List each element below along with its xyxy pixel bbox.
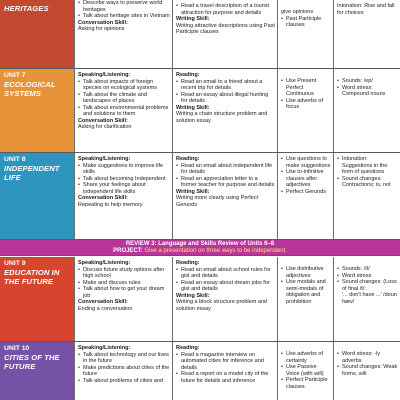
unit-10-label — [0, 342, 74, 400]
writing-skill-text: Writing more clearly using Perfect Gerunds — [176, 195, 259, 208]
list-item: • Perfect Participle clauses — [281, 377, 331, 390]
pronunciation-cell — [333, 257, 400, 341]
unit-number: UNIT 10 — [4, 345, 30, 352]
list-item: • Use questions to make suggestions — [281, 156, 331, 169]
list-item: • Sound changes: Weak forms, will — [337, 364, 398, 377]
reading-heading: Reading: — [176, 345, 200, 351]
unit-9-label — [0, 257, 74, 341]
conversation-skill-text: Ending a conversation — [78, 305, 133, 312]
list-item: • Read an email about independent life for details — [176, 163, 275, 176]
list-item: • Use adverbs of certainty — [281, 351, 331, 364]
list-item: • Talk about becoming Independent — [78, 176, 170, 183]
review-banner — [0, 239, 400, 256]
grammar-cell — [277, 0, 333, 68]
reading-writing-cell — [172, 153, 277, 239]
unit-9-row — [0, 257, 400, 341]
list-item: • Describe ways to preserve world heritages — [78, 0, 170, 13]
unit-8-label — [0, 153, 74, 239]
reading-heading: Reading: — [176, 260, 200, 266]
writing-skill-heading: Writing Skill: — [176, 16, 210, 22]
list-item: • Read an email to a friend about a recent trip for details — [176, 79, 275, 92]
list-item: • Talk about technology and our lives in the future — [78, 352, 170, 365]
reading-writing-cell — [172, 0, 277, 68]
reading-writing-cell — [172, 342, 277, 400]
list-item: • Perfect Gerunds — [281, 189, 331, 196]
list-item: • Sound changes: (Loss of final /t/: — [337, 279, 398, 292]
unit-10-row — [0, 342, 400, 400]
list-item: • Use Present Perfect Continuous — [281, 78, 331, 98]
list-item: • Talk about heritage sites in Vietnam — [78, 13, 170, 20]
unit-6-label — [0, 0, 74, 68]
reading-heading: Reading: — [176, 156, 200, 162]
speaking-listening-cell — [74, 342, 172, 400]
list-item: • Talk about problems of cities and — [78, 378, 170, 385]
list-item: • Use Passive Voice (with will) — [281, 364, 331, 377]
grammar-cell — [277, 257, 333, 341]
list-item: • Use to-infinitive clauses after adjectives — [281, 169, 331, 189]
list-item: • Sounds: /ep/ — [337, 78, 398, 85]
list-item: • Word stress: Compound nouns — [337, 85, 398, 98]
list-item: • Make suggestions to improve life skills — [78, 163, 170, 176]
project-text: Give a presentation on three ways to be independent. — [144, 248, 287, 255]
speaking-listening-cell — [74, 257, 172, 341]
grammar-cell — [277, 342, 333, 400]
unit-title: INDEPENDENT LIFE — [4, 164, 60, 182]
unit-7-label — [0, 69, 74, 152]
writing-skill-heading: Writing Skill: — [176, 292, 210, 299]
writing-skill-heading: Writing Skill: — [176, 188, 210, 195]
speaking-listening-cell — [74, 0, 172, 68]
unit-number: UNIT 8 — [4, 156, 26, 163]
speaking-listening-cell — [74, 69, 172, 152]
unit-title: EDUCATION IN THE FUTURE — [4, 268, 60, 286]
conversation-skill-heading: Conversation Skill: — [78, 195, 128, 201]
project-label: PROJECT: — [113, 248, 143, 255]
grammar-cell — [277, 153, 333, 239]
list-item: • Talk about how to get your dream job — [78, 286, 170, 299]
review-title: REVIEW 3: Language and Skills Review of Units 6–8 — [125, 241, 275, 247]
conversation-skill-text: Asking for opinions — [78, 26, 125, 32]
unit-number: UNIT 9 — [4, 260, 26, 267]
speaking-listening-heading: Speaking/Listening: — [78, 345, 131, 351]
list-item: • Discuss future study options after high school — [78, 267, 170, 280]
unit-title: ECOLOGICAL SYSTEMS — [4, 80, 56, 98]
speaking-listening-heading: Speaking/Listening: — [78, 260, 131, 266]
conversation-skill-heading: Conversation Skill: — [78, 117, 128, 124]
grammar-cell — [277, 69, 333, 152]
list-item: • Use modals and semi-modals of obligation and prohibition — [281, 279, 331, 305]
reading-writing-cell — [172, 257, 277, 341]
list-item: • Talk about the climate and landscapes of places — [78, 92, 170, 105]
speaking-listening-heading: Speaking/Listening: — [78, 156, 131, 162]
list-item: • Word stress — [337, 273, 398, 280]
project-line — [113, 248, 287, 254]
writing-skill-heading: Writing Skill: — [176, 104, 210, 111]
speaking-listening-heading: Speaking/Listening: — [78, 72, 131, 78]
writing-skill-text: Writing attractive descriptions using Past Participle clauses — [176, 22, 275, 35]
list-item: Intonation: Rise and fall for choices — [337, 3, 395, 16]
unit-number: UNIT 7 — [4, 72, 26, 79]
list-item: • Read an email about school rules for gist and details — [176, 267, 275, 280]
list-item: • Talk about environmental problems and solutions to them — [78, 105, 170, 118]
reading-heading: Reading: — [176, 72, 200, 78]
list-item: • Read an essay about illegal hunting for details — [176, 92, 275, 105]
list-item: • Sound changes: Contractions; is, not — [337, 176, 398, 189]
list-item: • Talk about impacts of foreign species on ecological systems — [78, 79, 170, 92]
pronunciation-cell — [333, 342, 400, 400]
list-item: • Read a report on a model city of the future for details and inference — [176, 371, 275, 384]
unit-7-row — [0, 69, 400, 152]
list-item: • Make and discuss rules — [78, 280, 170, 287]
list-item: • Use distributive adjectives — [281, 266, 331, 279]
unit-title: CITIES OF THE FUTURE — [4, 353, 60, 371]
list-item: '... don't have ...' /doun hæv/ — [342, 292, 397, 305]
list-item: • Word stress: -ly adverbs — [337, 351, 398, 364]
unit-6-row — [0, 0, 400, 68]
reading-writing-cell — [172, 69, 277, 152]
unit-title: HERITAGES — [4, 4, 49, 13]
list-item: • Sounds: /ð/ — [337, 266, 398, 273]
writing-skill-text: Writing a chain structure problem and solution essay — [176, 111, 268, 124]
conversation-skill-text: Asking for clarification — [78, 124, 132, 130]
list-item: give opinions — [281, 9, 314, 15]
pronunciation-cell — [333, 69, 400, 152]
pronunciation-cell — [333, 0, 400, 68]
list-item: • Use adverbs of focus — [281, 98, 331, 111]
list-item: • Share your feelings about independent life skills — [78, 182, 170, 195]
speaking-listening-cell — [74, 153, 172, 239]
list-item: • Make predictions about cities of the future — [78, 365, 170, 378]
list-item: • Read an appreciation letter to a former teacher for purpose and details — [176, 176, 275, 189]
conversation-skill-heading: Conversation Skill: — [78, 299, 128, 305]
writing-skill-text: Writing a block structure problem and solution essay — [176, 299, 267, 312]
list-item: • Past Participle clauses — [281, 16, 331, 29]
list-item: • Intonation: Suggestions in the form of questions — [337, 156, 398, 176]
list-item: • Read an essay about dream jobs for gist and details — [176, 280, 275, 293]
conversation-skill-heading: Conversation Skill: — [78, 19, 128, 26]
unit-8-row — [0, 153, 400, 239]
list-item: • Read a magazine interview on automated cities for inference and details — [176, 352, 275, 372]
conversation-skill-text: Repeating to help memory — [78, 201, 143, 208]
pronunciation-cell — [333, 153, 400, 239]
list-item: • Read a travel description of a tourist attraction for purpose and details — [176, 3, 275, 16]
